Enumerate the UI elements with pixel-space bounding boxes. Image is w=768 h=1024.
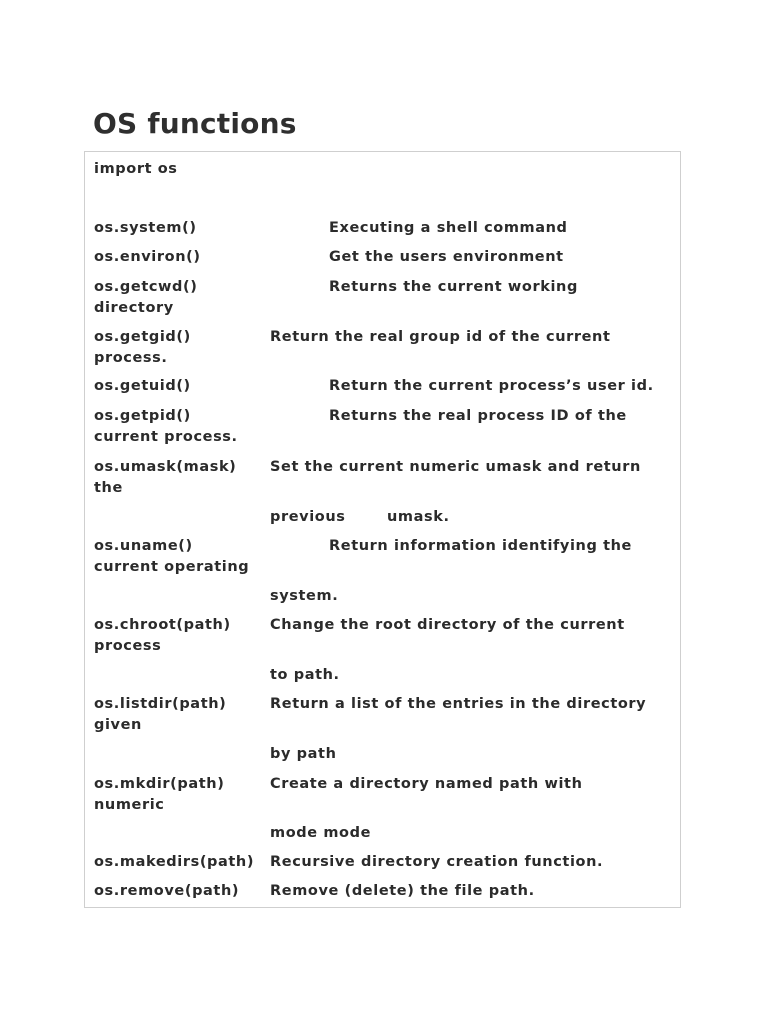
chroot-description: Change the root directory of the current (270, 617, 625, 633)
getpid-function: os.getpid() (94, 408, 191, 424)
mkdir-function: os.mkdir(path) (94, 776, 225, 792)
mkdir-description: Create a directory named path with (270, 776, 583, 792)
getuid-description: Return the current process’s user id. (329, 378, 654, 394)
listdir-continuation-2: by path (270, 746, 337, 762)
environ-function: os.environ() (94, 249, 201, 265)
uname-continuation-2: system. (270, 588, 339, 604)
getpid-description: Returns the real process ID of the (329, 408, 627, 424)
mkdir-continuation: numeric (94, 797, 165, 813)
uname-continuation: current operating (94, 559, 250, 575)
system-description: Executing a shell command (329, 220, 568, 236)
getpid-continuation: current process. (94, 429, 238, 445)
getgid-continuation: process. (94, 350, 168, 366)
makedirs-function: os.makedirs(path) (94, 854, 255, 870)
uname-function: os.uname() (94, 538, 193, 554)
umask-function: os.umask(mask) (94, 459, 237, 475)
makedirs-description: Recursive directory creation function. (270, 854, 604, 870)
getcwd-description: Returns the current working (329, 279, 578, 295)
chroot-continuation-2: to path. (270, 667, 340, 683)
chroot-function: os.chroot(path) (94, 617, 231, 633)
chroot-continuation: process (94, 638, 162, 654)
getgid-function: os.getgid() (94, 329, 191, 345)
umask-continuation-2a: previous (270, 509, 346, 525)
listdir-continuation: given (94, 717, 142, 733)
getcwd-continuation: directory (94, 300, 174, 316)
page-title: OS functions (93, 107, 297, 140)
getcwd-function: os.getcwd() (94, 279, 198, 295)
listdir-description: Return a list of the entries in the directory (270, 696, 647, 712)
umask-description: Set the current numeric umask and return (270, 459, 641, 475)
environ-description: Get the users environment (329, 249, 564, 265)
umask-continuation-2b: umask. (387, 509, 450, 525)
remove-description: Remove (delete) the file path. (270, 883, 535, 899)
remove-function: os.remove(path) (94, 883, 240, 899)
umask-continuation: the (94, 480, 123, 496)
os-functions-table (84, 151, 681, 908)
mkdir-continuation-2: mode mode (270, 825, 372, 841)
getuid-function: os.getuid() (94, 378, 191, 394)
listdir-function: os.listdir(path) (94, 696, 227, 712)
getgid-description: Return the real group id of the current (270, 329, 611, 345)
import-line: import os (94, 161, 178, 177)
uname-description: Return information identifying the (329, 538, 632, 554)
system-function: os.system() (94, 220, 197, 236)
